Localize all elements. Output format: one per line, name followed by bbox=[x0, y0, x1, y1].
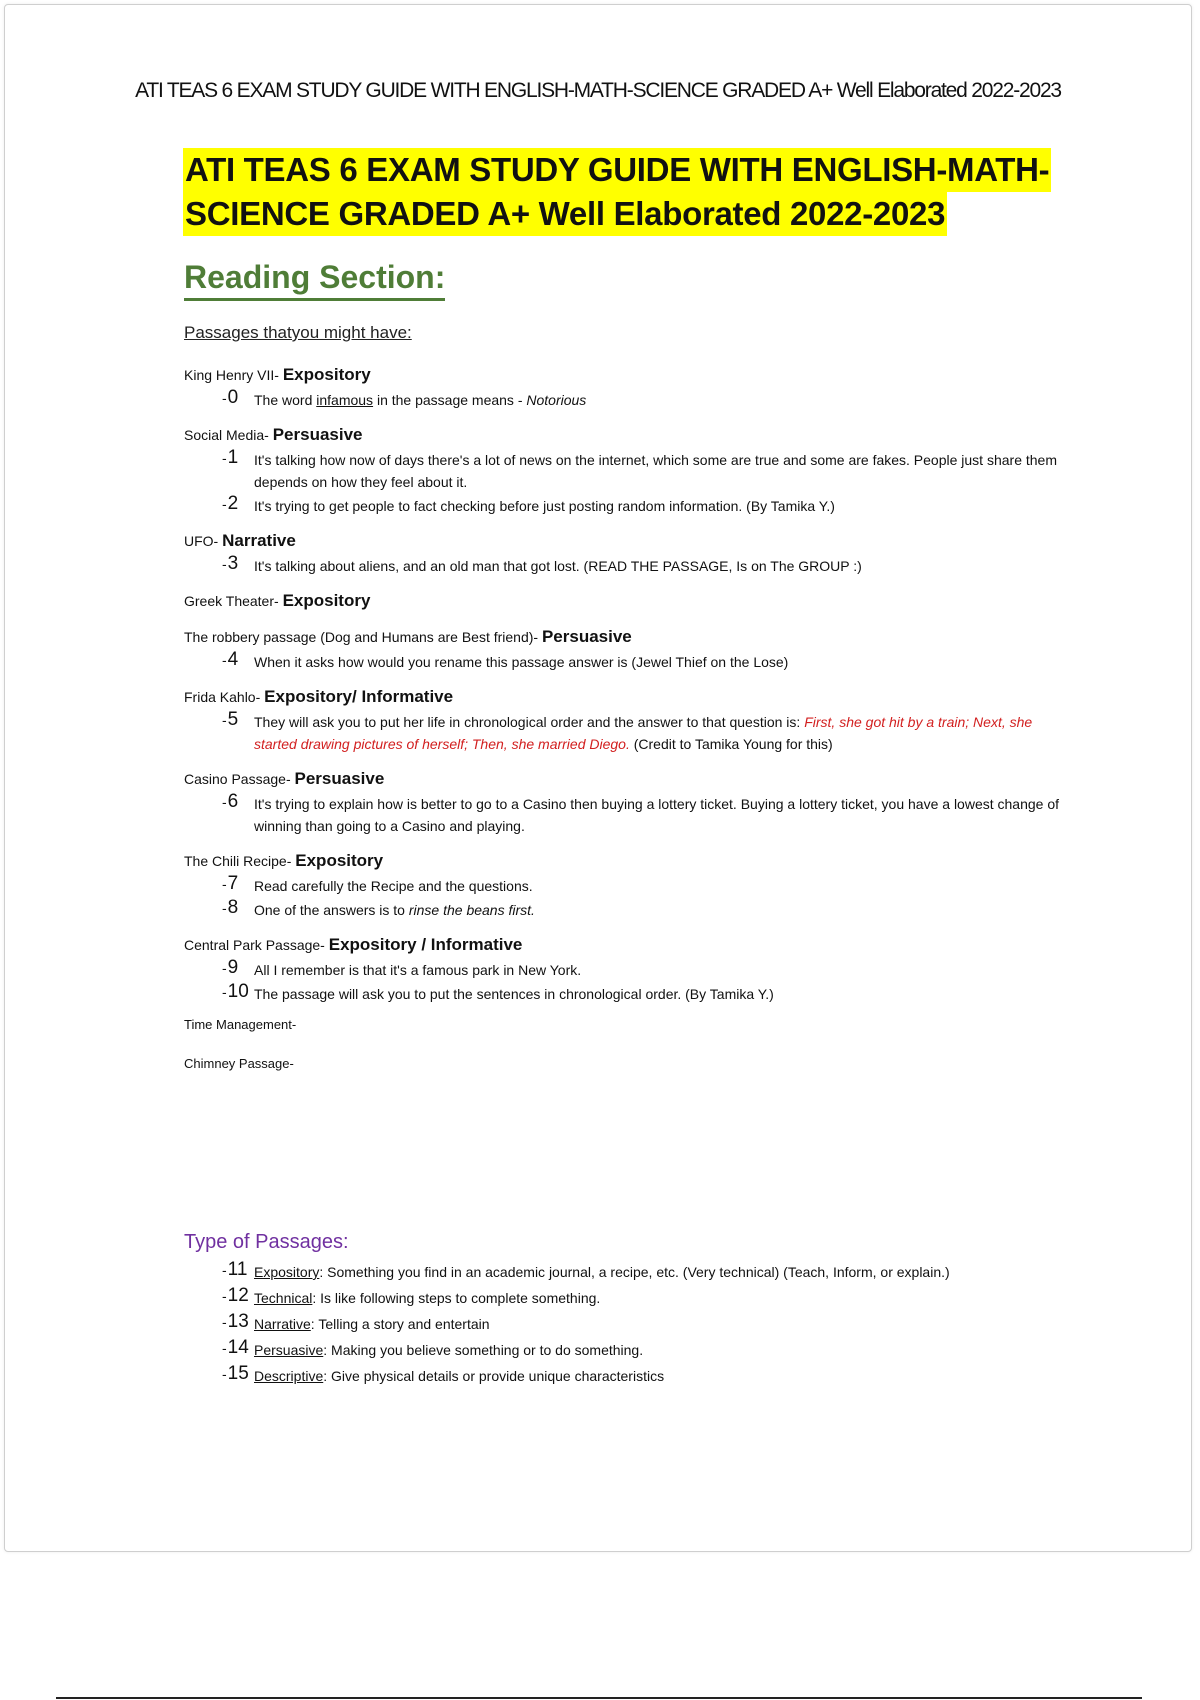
bullet-italic-text: rinse the beans first. bbox=[408, 902, 535, 918]
passage-item bbox=[184, 625, 1064, 673]
bullet-number: - 9 bbox=[222, 957, 238, 979]
chimney-passage-heading: Chimney Passage- bbox=[184, 1056, 294, 1071]
passage-type: Expository bbox=[295, 851, 384, 870]
passage-item bbox=[184, 933, 1064, 1005]
type-description: : Telling a story and entertain bbox=[310, 1316, 490, 1332]
passage-type: Narrative bbox=[222, 531, 296, 550]
passage-name: The robbery passage (Dog and Humans are Best friend)- bbox=[184, 629, 542, 645]
note-bullet bbox=[184, 651, 1064, 673]
bullet-number: - 6 bbox=[222, 791, 238, 813]
bullet-text: When it asks how would you rename this passage answer is (Jewel Thief on the Lose) bbox=[254, 654, 789, 670]
note-bullet bbox=[184, 389, 1064, 411]
type-description: : Is like following steps to complete something. bbox=[312, 1290, 601, 1306]
bullet-text: The passage will ask you to put the sentences in chronological order. (By Tamika Y.) bbox=[254, 986, 774, 1002]
passage-type: Expository/ Informative bbox=[264, 687, 454, 706]
passage-item bbox=[184, 589, 1064, 613]
type-bullet bbox=[184, 1286, 1064, 1310]
passage-item bbox=[184, 685, 1064, 755]
type-term: Expository bbox=[254, 1264, 320, 1280]
passage-type: Persuasive bbox=[294, 769, 385, 788]
bullet-text: (Credit to Tamika Young for this) bbox=[629, 736, 833, 752]
title-line-2: SCIENCE GRADED A+ Well Elaborated 2022-2023 bbox=[183, 192, 947, 236]
passage-item bbox=[184, 423, 1064, 517]
bullet-answer-text: First, she got hit by a train; Next, she started drawing pictures of herself; Then, she married Diego. bbox=[254, 714, 1033, 752]
note-bullet bbox=[184, 793, 1064, 837]
bullet-text: It's trying to get people to fact checking before just posting random information. (By Tamika Y.) bbox=[254, 498, 835, 514]
bullet-number: - 14 bbox=[222, 1336, 249, 1360]
bullet-text: Read carefully the Recipe and the questions. bbox=[254, 878, 533, 894]
note-bullet bbox=[184, 875, 1064, 897]
bullet-number: - 8 bbox=[222, 897, 238, 919]
passage-name: Central Park Passage- bbox=[184, 937, 329, 953]
time-management-heading: Time Management- bbox=[184, 1017, 297, 1032]
note-bullet bbox=[184, 449, 1064, 493]
passage-type: Persuasive bbox=[541, 627, 632, 646]
note-bullet bbox=[184, 495, 1064, 517]
bullet-number: - 5 bbox=[222, 709, 238, 731]
bullet-text: They will ask you to put her life in chronological order and the answer to that question is: bbox=[254, 714, 805, 730]
passage-name: Greek Theater- bbox=[184, 593, 283, 609]
type-bullet bbox=[184, 1312, 1064, 1336]
bullet-number: - 10 bbox=[222, 981, 249, 1003]
note-bullet bbox=[184, 711, 1064, 755]
bullet-text: It's trying to explain how is better to go to a Casino then buying a lottery ticket. Buying a lottery ticket, you have a lowest change of winning than going to a Casino and playing. bbox=[254, 796, 1060, 834]
bullet-text: The word bbox=[254, 392, 317, 408]
passage-type: Expository bbox=[282, 591, 371, 610]
passage-name: Frida Kahlo- bbox=[184, 689, 265, 705]
reading-section-heading: Reading Section: bbox=[184, 259, 445, 301]
note-bullet bbox=[184, 555, 1064, 577]
type-description: : Making you believe something or to do something. bbox=[323, 1342, 644, 1358]
passage-name: King Henry VII- bbox=[184, 367, 283, 383]
type-term: Descriptive bbox=[254, 1368, 324, 1384]
note-bullet bbox=[184, 983, 1064, 1005]
passage-item bbox=[184, 363, 1064, 411]
passage-type: Expository / Informative bbox=[328, 935, 523, 954]
running-header: ATI TEAS 6 EXAM STUDY GUIDE WITH ENGLISH-MATH-SCIENCE GRADED A+ Well Elaborated 2022-2023 bbox=[135, 79, 1061, 102]
type-term: Persuasive bbox=[254, 1342, 324, 1358]
type-term: Narrative bbox=[254, 1316, 311, 1332]
bullet-number: - 7 bbox=[222, 873, 238, 895]
passages-subheading: Passages thatyou might have: bbox=[184, 323, 412, 342]
bullet-text: It's talking about aliens, and an old man that got lost. (READ THE PASSAGE, Is on The GROUP :) bbox=[254, 558, 862, 574]
passage-list bbox=[184, 363, 1064, 1095]
passage-item bbox=[184, 529, 1064, 577]
bullet-number: - 15 bbox=[222, 1362, 249, 1386]
bullet-number: - 13 bbox=[222, 1310, 249, 1334]
bullet-text: All I remember is that it's a famous park in New York. bbox=[254, 962, 582, 978]
type-bullet bbox=[184, 1364, 1064, 1388]
passage-name: Casino Passage- bbox=[184, 771, 295, 787]
passage-name: The Chili Recipe- bbox=[184, 853, 296, 869]
bullet-number: - 11 bbox=[222, 1258, 247, 1282]
bullet-number: - 2 bbox=[222, 493, 238, 515]
type-bullet bbox=[184, 1338, 1064, 1362]
type-description: : Something you find in an academic journal, a recipe, etc. (Very technical) (Teach, Inform, or explain.) bbox=[319, 1264, 950, 1280]
bullet-number: - 0 bbox=[222, 387, 238, 409]
bullet-number: - 4 bbox=[222, 649, 238, 671]
bullet-text: It's talking how now of days there's a lot of news on the internet, which some are true and some are fakes. People just share them depends on how they feel about it. bbox=[254, 452, 1057, 490]
type-description: : Give physical details or provide unique characteristics bbox=[323, 1368, 665, 1384]
bottom-divider bbox=[56, 1697, 1142, 1699]
passage-item bbox=[184, 849, 1064, 921]
type-bullet bbox=[184, 1260, 1064, 1284]
passage-type: Expository bbox=[282, 365, 371, 384]
types-heading: Type of Passages: bbox=[184, 1231, 349, 1253]
passage-name: Social Media- bbox=[184, 427, 273, 443]
passage-item bbox=[184, 767, 1064, 837]
title-line-1: ATI TEAS 6 EXAM STUDY GUIDE WITH ENGLISH-MATH- bbox=[183, 148, 1051, 192]
document-page bbox=[4, 4, 1192, 1552]
bullet-text: in the passage means - bbox=[373, 392, 527, 408]
passage-name: UFO- bbox=[184, 533, 223, 549]
document-title bbox=[183, 148, 1083, 236]
bullet-text: One of the answers is to bbox=[254, 902, 409, 918]
type-term: Technical bbox=[254, 1290, 313, 1306]
bullet-number: - 3 bbox=[222, 553, 238, 575]
bullet-number: - 1 bbox=[222, 447, 238, 469]
bullet-italic-text: Notorious bbox=[526, 392, 587, 408]
note-bullet bbox=[184, 899, 1064, 921]
passage-type: Persuasive bbox=[272, 425, 363, 444]
note-bullet bbox=[184, 959, 1064, 981]
bullet-underlined-word: infamous bbox=[316, 392, 374, 408]
passage-types-section bbox=[184, 1231, 1064, 1388]
bullet-number: - 12 bbox=[222, 1284, 249, 1308]
